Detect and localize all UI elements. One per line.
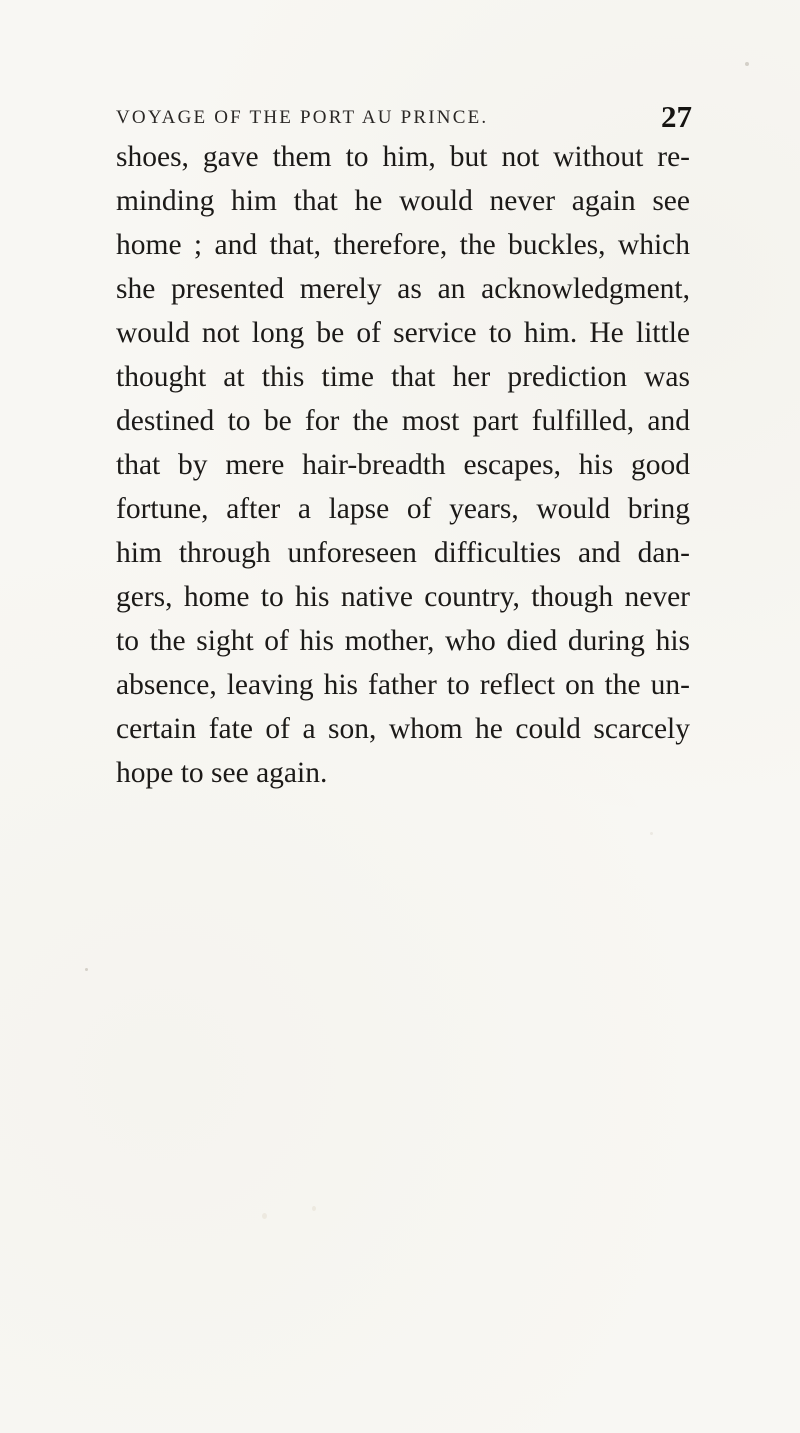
body-text: [116, 135, 690, 795]
text-line-11: gers, home to his native country, though never: [116, 581, 690, 613]
page-number: 27: [661, 99, 692, 134]
text-line-2: minding him that he would never again see: [116, 185, 690, 217]
text-line-1: shoes, gave them to him, but not without re-: [116, 141, 690, 173]
text-line-10: him through unforeseen difficulties and dan-: [116, 537, 690, 569]
text-line-14: certain fate of a son, whom he could scarcely: [116, 713, 690, 745]
paper-speck: [312, 1206, 316, 1211]
text-line-7: destined to be for the most part fulfilled, and: [116, 405, 690, 437]
running-title: VOYAGE OF THE PORT AU PRINCE.: [116, 107, 489, 128]
text-line-3: home ; and that, therefore, the buckles, which: [116, 229, 690, 261]
paper-speck: [650, 832, 653, 835]
text-line-13: absence, leaving his father to reflect on the un-: [116, 669, 690, 701]
paper-speck: [745, 62, 749, 66]
paper-speck: [262, 1213, 267, 1219]
paper-speck: [85, 968, 88, 971]
text-line-4: she presented merely as an acknowledgment,: [116, 273, 690, 305]
text-line-9: fortune, after a lapse of years, would bring: [116, 493, 690, 525]
text-line-5: would not long be of service to him. He little: [116, 317, 690, 349]
text-line-12: to the sight of his mother, who died during his: [116, 625, 690, 657]
text-line-6: thought at this time that her prediction was: [116, 361, 690, 393]
text-line-8: that by mere hair-breadth escapes, his good: [116, 449, 690, 481]
text-line-15: hope to see again.: [116, 757, 328, 789]
running-head: [116, 99, 692, 137]
